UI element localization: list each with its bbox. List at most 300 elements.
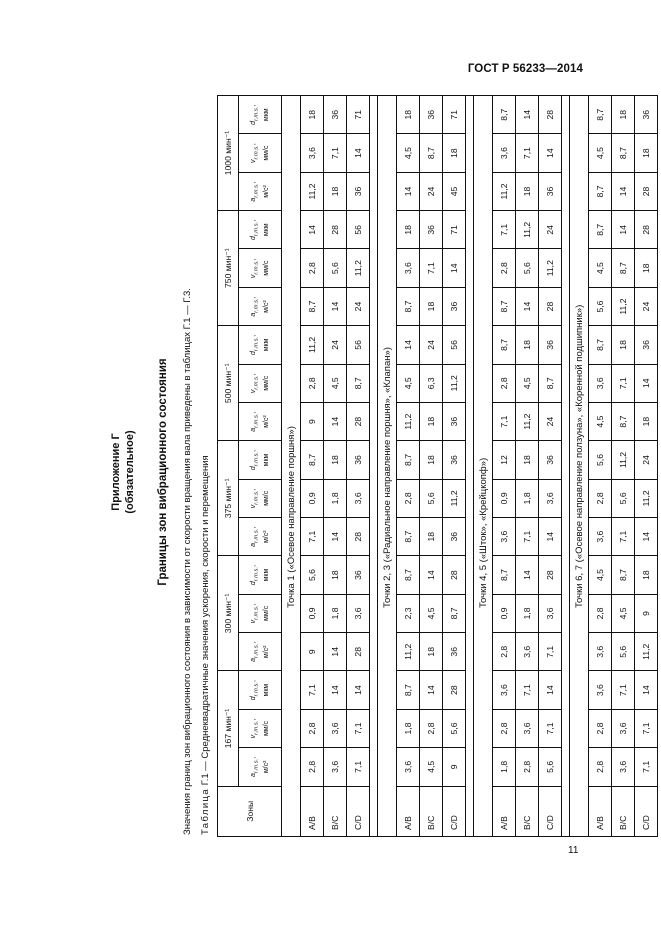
quantity-subscript: r.m.s. (253, 451, 260, 467)
table-cell: 11,2 (443, 364, 466, 402)
table-cell: 18 (397, 211, 420, 249)
table-cell: 3,6 (493, 671, 516, 709)
table-cell: 2,8 (589, 479, 612, 517)
spacer-cell (370, 671, 378, 709)
spacer-cell (562, 326, 570, 364)
table-cell: 3,6 (301, 134, 324, 172)
table-cell: 7,1 (612, 364, 635, 402)
table-cell: 14 (420, 671, 443, 709)
spacer-cell (562, 709, 570, 747)
quantity-unit: мкм (262, 683, 270, 697)
quantity-header: $a_{r.m.s.}$, м/с² (239, 748, 282, 786)
quantity-symbol: d (250, 351, 258, 356)
spacer-cell (466, 326, 474, 364)
appendix-title: Приложение Г (110, 433, 122, 511)
table-cell: 28 (443, 556, 466, 594)
spacer-cell (466, 479, 474, 517)
spacer-cell (466, 556, 474, 594)
table-cell: 8,7 (493, 287, 516, 325)
spacer-cell (370, 556, 378, 594)
table-cell: 7,1 (539, 633, 562, 671)
table-cell: 14 (516, 96, 539, 134)
table-cell: 5,6 (516, 249, 539, 287)
table-cell: 28 (443, 671, 466, 709)
table-cell: 7,1 (539, 709, 562, 747)
zone-label: B/C (420, 786, 443, 836)
quantity-header: $d_{r.m.s.}$, мкм (239, 96, 282, 134)
quantity-unit: м/с² (262, 300, 270, 313)
table-row (589, 96, 612, 837)
table-cell: 11,2 (347, 249, 370, 287)
table-cell: 14 (635, 518, 658, 556)
table-cell: 7,1 (301, 518, 324, 556)
quantity-symbol: d (250, 236, 258, 240)
quantity-symbol: a (250, 427, 258, 432)
quantity-unit: мкм (262, 108, 270, 122)
table-cell: 3,6 (493, 134, 516, 172)
quantity-subscript: r.m.s. (253, 336, 260, 352)
zone-label: C/D (635, 786, 658, 836)
table-cell: 36 (539, 326, 562, 364)
spacer-cell (466, 594, 474, 632)
table-cell: 7,1 (493, 211, 516, 249)
zone-label: B/C (324, 786, 347, 836)
section-title-row: Точки 4, 5 («Шток», «Крейцкопф») (474, 96, 493, 837)
table-row (443, 96, 466, 837)
table-cell: 0,9 (493, 479, 516, 517)
spacer-cell (466, 172, 474, 210)
zone-label: B/C (516, 786, 539, 836)
table-cell: 8,7 (301, 287, 324, 325)
table-cell: 2,8 (493, 364, 516, 402)
quantity-subscript: r.m.s. (253, 681, 260, 697)
section-title-row: Точка 1 («Осевое направление поршня») (282, 96, 301, 837)
spacer-cell (562, 556, 570, 594)
table-cell: 36 (443, 441, 466, 479)
spacer-cell (370, 633, 378, 671)
table-cell: 3,6 (589, 364, 612, 402)
spacer-cell (562, 211, 570, 249)
table-cell: 3,6 (493, 518, 516, 556)
appendix-status: (обязательное) (124, 430, 136, 514)
table-cell: 3,6 (347, 594, 370, 632)
spacer-cell (370, 518, 378, 556)
table-cell: 14 (539, 518, 562, 556)
table-cell: 8,7 (612, 556, 635, 594)
table-cell: 3,6 (324, 748, 347, 786)
table-cell: 36 (347, 441, 370, 479)
quantity-symbol: v (250, 159, 258, 164)
zone-label: A/B (301, 786, 324, 836)
table-cell: 11,2 (612, 441, 635, 479)
table-cell: 7,1 (347, 748, 370, 786)
table-cell: 11,2 (516, 211, 539, 249)
zone-label: A/B (493, 786, 516, 836)
spacer-cell (370, 287, 378, 325)
table-cell: 7,1 (324, 134, 347, 172)
table-cell: 5,6 (420, 479, 443, 517)
spacer-cell (562, 96, 570, 134)
table-cell: 9 (443, 748, 466, 786)
table-cell: 3,6 (589, 671, 612, 709)
table-cell: 14 (324, 402, 347, 440)
table-cell: 36 (443, 633, 466, 671)
quantity-subscript: r.m.s. (253, 758, 260, 774)
table-cell: 7,1 (493, 402, 516, 440)
table-cell: 4,5 (589, 556, 612, 594)
table-cell: 0,9 (301, 479, 324, 517)
table-cell: 36 (420, 96, 443, 134)
table-cell: 14 (324, 633, 347, 671)
table-cell: 1,8 (324, 594, 347, 632)
quantity-symbol: a (250, 197, 258, 202)
spacer-cell (466, 134, 474, 172)
table-cell: 1,8 (493, 748, 516, 786)
table-cell: 2,8 (516, 748, 539, 786)
speed-header: 500 мин⁻¹ (218, 326, 239, 441)
spacer-cell (466, 441, 474, 479)
spacer-cell (562, 479, 570, 517)
table-cell: 4,5 (324, 364, 347, 402)
table-cell: 11,2 (516, 402, 539, 440)
spacer-cell (562, 287, 570, 325)
spacer-cell (562, 748, 570, 786)
table-cell: 4,5 (516, 364, 539, 402)
quantity-unit: мм/с (262, 605, 270, 621)
table-cell: 9 (301, 633, 324, 671)
table-cell: 28 (539, 287, 562, 325)
table-cell: 7,1 (612, 671, 635, 709)
table-cell: 18 (635, 402, 658, 440)
table-cell: 14 (635, 364, 658, 402)
table-cell: 18 (324, 441, 347, 479)
table-cell: 3,6 (324, 709, 347, 747)
table-cell: 2,8 (493, 249, 516, 287)
table-row (347, 96, 370, 837)
table-cell: 24 (539, 211, 562, 249)
table-cell: 0,9 (493, 594, 516, 632)
table-cell: 9 (301, 402, 324, 440)
table-cell: 7,1 (301, 671, 324, 709)
table-cell: 3,6 (539, 479, 562, 517)
table-cell: 3,6 (516, 633, 539, 671)
table-cell: 8,7 (589, 172, 612, 210)
table-cell: 14 (420, 556, 443, 594)
table-cell: 9 (635, 594, 658, 632)
table-cell: 28 (539, 96, 562, 134)
table-row (324, 96, 347, 837)
spacer-cell (466, 249, 474, 287)
quantity-header: $a_{r.m.s.}$, м/с² (239, 172, 282, 210)
spacer-cell (466, 748, 474, 786)
table-cell: 45 (443, 172, 466, 210)
table-cell: 8,7 (493, 326, 516, 364)
speed-header: 750 мин⁻¹ (218, 211, 239, 326)
table-cell: 2,3 (397, 594, 420, 632)
table-cell: 8,7 (397, 518, 420, 556)
table-cell: 0,9 (301, 594, 324, 632)
spacer-cell (562, 786, 570, 836)
spacer-cell (562, 594, 570, 632)
zone-column-header: Зоны (218, 786, 282, 836)
table-cell: 71 (443, 211, 466, 249)
spacer-cell (466, 402, 474, 440)
table-cell: 7,1 (347, 709, 370, 747)
quantity-header: $v_{r.m.s.}$, мм/с (239, 709, 282, 747)
quantity-unit: мм/с (262, 375, 270, 391)
table-row (420, 96, 443, 837)
zone-label: A/B (397, 786, 420, 836)
table-row (635, 96, 658, 837)
table-cell: 14 (301, 211, 324, 249)
table-cell: 24 (420, 172, 443, 210)
table-cell: 3,6 (539, 594, 562, 632)
quantity-unit: м/с² (262, 760, 270, 774)
table-cell: 8,7 (443, 594, 466, 632)
zone-label: C/D (347, 786, 370, 836)
table-row (301, 96, 324, 837)
spacer-cell (466, 287, 474, 325)
zone-label: A/B (589, 786, 612, 836)
spacer-cell (562, 633, 570, 671)
table-cell: 8,7 (589, 326, 612, 364)
table-cell: 4,5 (397, 134, 420, 172)
table-cell: 8,7 (347, 364, 370, 402)
spacer-cell (466, 96, 474, 134)
table-cell: 18 (397, 96, 420, 134)
table-cell: 36 (347, 172, 370, 210)
table-cell: 5,6 (612, 633, 635, 671)
table-cell: 28 (635, 172, 658, 210)
document-code: ГОСТ Р 56233—2014 (467, 63, 583, 75)
table-cell: 14 (612, 211, 635, 249)
table-row (493, 96, 516, 837)
table-cell: 7,1 (516, 134, 539, 172)
table-cell: 2,8 (301, 709, 324, 747)
section-title-row: Точки 2, 3 («Радиальное направление поршня», «Клапан») (378, 96, 397, 837)
table-cell: 24 (635, 287, 658, 325)
table-cell: 14 (539, 134, 562, 172)
table-cell: 7,1 (420, 249, 443, 287)
table-cell: 4,5 (589, 249, 612, 287)
table-cell: 14 (539, 671, 562, 709)
quantity-unit: мм/с (262, 720, 270, 737)
zone-label: C/D (443, 786, 466, 836)
quantity-header: $d_{r.m.s.}$, мкм (239, 556, 282, 594)
table-cell: 8,7 (493, 96, 516, 134)
table-cell: 14 (347, 671, 370, 709)
table-cell: 18 (420, 402, 443, 440)
table-cell: 28 (635, 211, 658, 249)
table-cell: 28 (347, 518, 370, 556)
table-cell: 3,6 (397, 249, 420, 287)
quantity-subscript: r.m.s. (253, 106, 260, 121)
table-cell: 36 (539, 172, 562, 210)
quantity-subscript: r.m.s. (253, 566, 260, 582)
table-cell: 5,6 (589, 441, 612, 479)
table-cell: 24 (420, 326, 443, 364)
table-cell: 36 (635, 96, 658, 134)
table-cell: 24 (539, 402, 562, 440)
quantity-symbol: d (250, 120, 258, 125)
spacer-cell (466, 211, 474, 249)
quantity-symbol: a (250, 312, 258, 317)
quantity-subscript: r.m.s. (253, 413, 260, 428)
quantity-header: $a_{r.m.s.}$, м/с² (239, 287, 282, 325)
quantity-unit: м/с² (262, 645, 270, 659)
table-cell: 2,8 (589, 709, 612, 747)
table-cell: 18 (443, 134, 466, 172)
table-cell: 5,6 (324, 249, 347, 287)
table-cell: 18 (612, 326, 635, 364)
table-cell: 2,8 (301, 748, 324, 786)
table-cell: 5,6 (539, 748, 562, 786)
table-cell: 18 (516, 326, 539, 364)
table-cell: 8,7 (420, 134, 443, 172)
spacer-cell (466, 364, 474, 402)
speed-header: 300 мин⁻¹ (218, 556, 239, 671)
spacer-cell (370, 364, 378, 402)
table-cell: 18 (324, 556, 347, 594)
table-cell: 8,7 (612, 249, 635, 287)
table-cell: 56 (347, 326, 370, 364)
spacer-cell (466, 518, 474, 556)
quantity-symbol: a (250, 657, 258, 662)
quantity-symbol: v (250, 504, 258, 509)
table-cell: 2,8 (301, 249, 324, 287)
speed-header: 375 мин⁻¹ (218, 441, 239, 556)
table-cell: 8,7 (589, 96, 612, 134)
table-cell: 3,6 (612, 709, 635, 747)
spacer-cell (562, 518, 570, 556)
quantity-subscript: r.m.s. (253, 183, 260, 198)
table-cell: 14 (397, 172, 420, 210)
table-cell: 28 (324, 211, 347, 249)
table-cell: 36 (347, 556, 370, 594)
table-caption-text: Г.1 — Среднеквадратичные значения ускорения, скорости и перемещения (200, 455, 211, 786)
table-cell: 36 (324, 96, 347, 134)
zone-label: C/D (539, 786, 562, 836)
quantity-subscript: r.m.s. (253, 145, 260, 160)
table-cell: 4,5 (397, 364, 420, 402)
table-cell: 11,2 (635, 479, 658, 517)
spacer-cell (562, 364, 570, 402)
table-cell: 4,5 (612, 594, 635, 632)
table-cell: 14 (397, 326, 420, 364)
table-cell: 11,2 (397, 402, 420, 440)
table-cell: 18 (420, 287, 443, 325)
table-cell: 7,1 (516, 671, 539, 709)
table-cell: 3,6 (347, 479, 370, 517)
quantity-subscript: r.m.s. (253, 260, 260, 275)
table-cell: 18 (420, 633, 443, 671)
table-cell: 36 (539, 441, 562, 479)
table-cell: 18 (324, 172, 347, 210)
quantity-unit: м/с² (262, 530, 270, 543)
table-cell: 14 (324, 287, 347, 325)
table-cell: 3,6 (516, 709, 539, 747)
table-cell: 14 (443, 249, 466, 287)
table-cell: 18 (635, 249, 658, 287)
table-cell: 8,7 (397, 441, 420, 479)
table-cell: 2,8 (493, 633, 516, 671)
section-title-row: Точки 6, 7 («Осевое направление ползуна», «Коренной подшипник») (570, 96, 589, 837)
spacer-cell (370, 748, 378, 786)
quantity-subscript: r.m.s. (253, 221, 260, 237)
quantity-subscript: r.m.s. (253, 490, 260, 505)
quantity-symbol: d (250, 696, 258, 701)
quantity-unit: мкм (262, 453, 270, 467)
table-cell: 1,8 (516, 594, 539, 632)
table-cell: 8,7 (612, 402, 635, 440)
quantity-header: $d_{r.m.s.}$, мкм (239, 671, 282, 709)
speed-header: 167 мин⁻¹ (218, 671, 239, 786)
spacer-cell (370, 172, 378, 210)
table-cell: 14 (324, 518, 347, 556)
table-cell: 7,1 (635, 748, 658, 786)
table-cell: 2,8 (589, 594, 612, 632)
table-cell: 71 (443, 96, 466, 134)
table-cell: 12 (493, 441, 516, 479)
spacer-cell (370, 96, 378, 134)
table-cell: 14 (635, 671, 658, 709)
quantity-header: $v_{r.m.s.}$, мм/с (239, 134, 282, 172)
table-cell: 71 (347, 96, 370, 134)
table-cell: 8,7 (589, 211, 612, 249)
table-cell: 7,1 (612, 518, 635, 556)
table-cell: 36 (443, 402, 466, 440)
spacer-cell (370, 709, 378, 747)
table-cell: 3,6 (397, 748, 420, 786)
table-cell: 11,2 (301, 172, 324, 210)
table-cell: 6,3 (420, 364, 443, 402)
table-cell: 3,6 (589, 633, 612, 671)
table-cell: 3,6 (612, 748, 635, 786)
quantity-header: $a_{r.m.s.}$, м/с² (239, 633, 282, 671)
table-cell: 5,6 (612, 479, 635, 517)
table-cell: 14 (516, 287, 539, 325)
table-cell: 8,7 (301, 441, 324, 479)
table-cell: 18 (612, 96, 635, 134)
intro-paragraph: Значения границ зон вибрационного состояния в зависимости от скорости вращения вала приведены в таблицах Г.1 — Г.3. (182, 288, 193, 835)
spacer-cell (370, 441, 378, 479)
table-caption-prefix: Таблица (200, 787, 211, 835)
table-cell: 24 (347, 287, 370, 325)
quantity-subscript: r.m.s. (253, 298, 260, 313)
table-cell: 14 (347, 134, 370, 172)
quantity-subscript: r.m.s. (253, 375, 260, 390)
table-cell: 7,1 (635, 709, 658, 747)
table-row (539, 96, 562, 837)
table-cell: 8,7 (493, 556, 516, 594)
spacer-cell (370, 134, 378, 172)
spacer-cell (466, 786, 474, 836)
table-cell: 36 (420, 211, 443, 249)
rotated-content (100, 97, 651, 837)
quantity-subscript: r.m.s. (253, 528, 260, 543)
table-cell: 2,8 (493, 709, 516, 747)
quantity-symbol: d (250, 466, 258, 471)
quantity-header: $d_{r.m.s.}$, мкм (239, 211, 282, 249)
spacer-cell (370, 786, 378, 836)
table-cell: 36 (443, 287, 466, 325)
table-cell: 8,7 (539, 364, 562, 402)
table-cell: 4,5 (589, 402, 612, 440)
table-cell: 11,2 (397, 633, 420, 671)
spacer-cell (370, 326, 378, 364)
quantity-symbol: d (250, 581, 258, 586)
quantity-unit: мкм (262, 568, 270, 582)
